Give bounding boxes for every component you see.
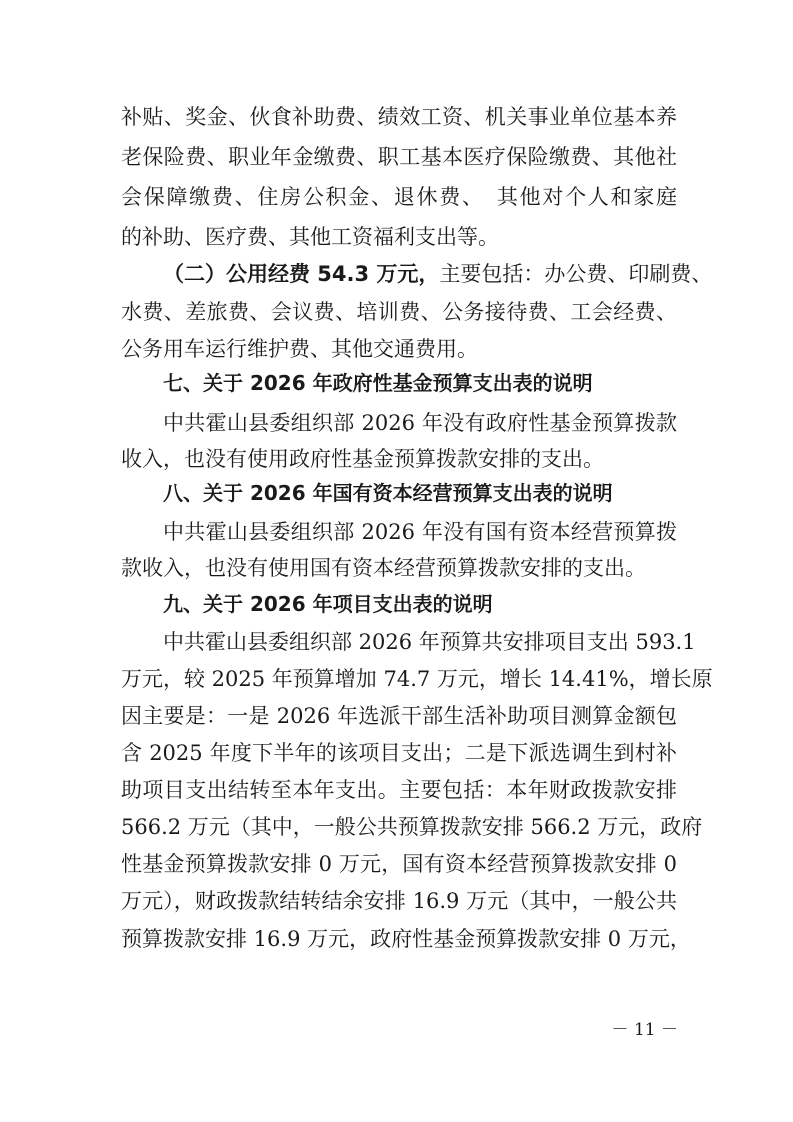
paragraph-line: 水费、差旅费、会议费、培训费、公务接待费、工会经费、 (121, 300, 677, 324)
paragraph-line: 万元，较 2025 年预算增加 74.7 万元，增长 14.41%，增长原 (121, 667, 713, 691)
paragraph-line: 中共霍山县委组织部 2026 年预算共安排项目支出 593.1 (163, 630, 696, 654)
paragraph-line: 的补助、医疗费、其他工资福利支出等。 (121, 225, 499, 249)
section-heading-9: 九、关于 2026 年项目支出表的说明 (163, 592, 493, 616)
paragraph-line: 补贴、奖金、伙食补助费、绩效工资、机关事业单位基本养 (121, 105, 677, 129)
section-heading-8: 八、关于 2026 年国有资本经营预算支出表的说明 (163, 481, 613, 505)
paragraph-line: 性基金预算拨款安排 0 万元，国有资本经营预算拨款安排 0 (121, 852, 677, 876)
paragraph-line: 566.2 万元（其中，一般公共预算拨款安排 566.2 万元，政府 (121, 815, 703, 839)
public-expense-first-line (163, 259, 713, 289)
paragraph-line: 万元），财政拨款结转结余安排 16.9 万元（其中，一般公共 (121, 889, 677, 913)
public-expense-rest: 主要包括：办公费、印刷费、 (439, 262, 713, 286)
paragraph-line: 款收入，也没有使用国有资本经营预算拨款安排的支出。 (121, 556, 646, 580)
paragraph-line: 助项目支出结转至本年支出。主要包括：本年财政拨款安排 (121, 778, 677, 802)
paragraph-line: 公务用车运行维护费、其他交通费用。 (121, 337, 478, 361)
paragraph-line: 预算拨款安排 16.9 万元，政府性基金预算拨款安排 0 万元， (121, 927, 691, 951)
paragraph-line: 中共霍山县委组织部 2026 年没有国有资本经营预算拨 (163, 520, 677, 544)
paragraph-line: 收入，也没有使用政府性基金预算拨款安排的支出。 (121, 447, 604, 471)
paragraph-line: 会保障缴费、住房公积金、退休费、 其他对个人和家庭 (121, 185, 677, 209)
paragraph-line: 因主要是：一是 2026 年选派干部生活补助项目测算金额包 (121, 704, 677, 728)
page-number: － 11 － (611, 1020, 678, 1040)
section-heading-7: 七、关于 2026 年政府性基金预算支出表的说明 (163, 371, 593, 395)
paragraph-line: 含 2025 年度下半年的该项目支出；二是下派选调生到村补 (121, 741, 677, 765)
paragraph-line: 中共霍山县委组织部 2026 年没有政府性基金预算拨款 (163, 411, 677, 435)
paragraph-line: 老保险费、职业年金缴费、职工基本医疗保险缴费、其他社 (121, 145, 677, 169)
public-expense-lead: （二）公用经费 54.3 万元， (163, 262, 440, 286)
